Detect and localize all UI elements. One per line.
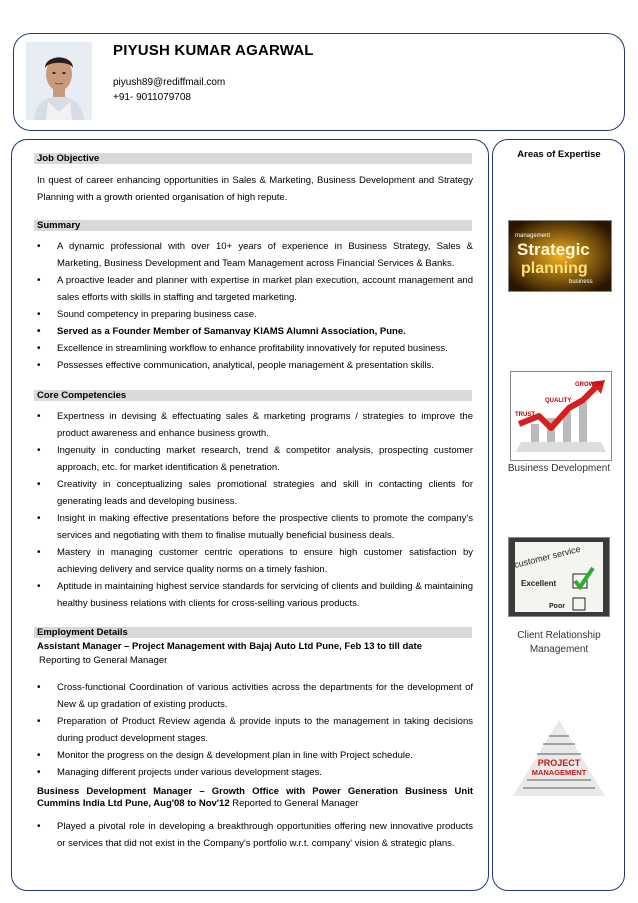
list-item: • Ingenuity in conducting market research, trend & competitor analysis, prospecting customer approach, etc. for market identification & penetration.	[37, 442, 473, 476]
job-objective-text: In quest of career enhancing opportunities in Sales & Marketing, Business Development and Strategy Planning with a growth oriented organisation of high repute.	[37, 175, 473, 203]
img2-word-3: GROWTH	[575, 382, 603, 388]
profile-photo	[26, 42, 92, 120]
caption-line: Client Relationship	[517, 630, 601, 641]
img3-word-3: Poor	[549, 603, 565, 610]
img2-word-1: TRUST	[515, 412, 535, 418]
img1-big-word-1: Strategic	[517, 240, 590, 259]
business-development-caption: Business Development	[507, 463, 611, 474]
summary-heading: Summary	[34, 220, 472, 231]
client-relationship-caption	[497, 629, 621, 657]
list-item: • Mastery in managing customer centric operations to ensure high customer satisfaction by achieving delivery and service quality norms on a timely fashion.	[37, 544, 473, 578]
job1-reporting: Reporting to General Manager	[39, 655, 168, 666]
areas-of-expertise-heading: Areas of Expertise	[517, 149, 601, 160]
img1-big-word-2: planning	[521, 260, 588, 277]
email-text: piyush89@rediffmail.com	[113, 77, 226, 88]
list-item: • Excellence in streamlining workflow to enhance profitability innovatively for reputed business.	[37, 340, 473, 357]
img3-word-1: customer service	[513, 543, 582, 570]
img2-word-2: QUALITY	[545, 398, 572, 404]
list-item: • Preparation of Product Review agenda & provide inputs to the management in taking decisions during product development stages.	[37, 713, 473, 747]
job-objective-heading: Job Objective	[34, 153, 472, 164]
list-item: • Possesses effective communication, analytical, people management & presentation skills.	[37, 357, 473, 374]
img3-word-2: Excellent	[521, 579, 557, 588]
list-item: • A dynamic professional with over 10+ years of experience in Business Strategy, Sales & Marketing, Business Development and Team Management across Financial Services & Banks.	[37, 238, 473, 272]
job2-reporting: Reported to General Manager	[232, 798, 359, 809]
employment-heading: Employment Details	[34, 627, 472, 638]
list-item: • Monitor the progress on the design & development plan in line with Project schedule.	[37, 747, 473, 764]
img4-word-2: MANAGEMENT	[531, 768, 587, 777]
customer-service-image	[508, 537, 610, 617]
job1-list	[37, 679, 473, 781]
job2-title	[37, 786, 473, 810]
list-item: • Expertness in devising & effectuating sales & marketing programs / strategies to improve the product awareness and enhance business growth.	[37, 408, 473, 442]
candidate-name: PIYUSH KUMAR AGARWAL	[113, 42, 314, 59]
header-box	[13, 33, 625, 131]
img1-small-word-2: business	[569, 279, 593, 285]
list-item: • Creativity in conceptualizing sales promotional strategies and skill in contacting clients for generating leads and developing business.	[37, 476, 473, 510]
caption-line: Management	[529, 644, 589, 655]
list-item: • Insight in making effective presentations before the prospective clients to promote the company's services and negotiating with them to finalise mutually beneficial business deals.	[37, 510, 473, 544]
core-competencies-list	[37, 408, 473, 612]
phone-text: +91- 9011079708	[113, 92, 191, 103]
img1-small-word: management	[515, 233, 551, 239]
job2-list	[37, 818, 473, 852]
business-growth-image	[510, 371, 612, 461]
list-item: • Managing different projects under various development stages.	[37, 764, 473, 781]
project-management-image	[509, 718, 609, 798]
job1-title: Assistant Manager – Project Management with Bajaj Auto Ltd Pune, Feb 13 to till date	[37, 641, 422, 652]
list-item: • Played a pivotal role in developing a breakthrough opportunities offering new innovative products or services that did not exist in the Company's portfolio w.r.t. company' vision & strategic plans.	[37, 818, 473, 852]
list-item: • Aptitude in maintaining highest service standards for servicing of clients and building & maintaining healthy business relations with clients for cross-selling various products.	[37, 578, 473, 612]
core-competencies-heading: Core Competencies	[34, 390, 472, 401]
strategic-planning-image	[508, 220, 612, 292]
list-item: • Cross-functional Coordination of various activities across the departments for the development of New & up gradation of existing products.	[37, 679, 473, 713]
list-item: • A proactive leader and planner with expertise in market plan execution, account management and sales efforts with skills in staffing and targeted marketing.	[37, 272, 473, 306]
summary-list	[37, 238, 473, 374]
list-item: • Served as a Founder Member of Samanvay KIAMS Alumni Association, Pune.	[37, 323, 473, 340]
img4-word-1: PROJECT	[537, 758, 581, 768]
list-item: • Sound competency in preparing business case.	[37, 306, 473, 323]
job2-title-text: Business Development Manager – Growth Office with Power Generation Business Unit Cummins India Ltd Pune, Aug'08 to Nov'12	[37, 786, 473, 809]
